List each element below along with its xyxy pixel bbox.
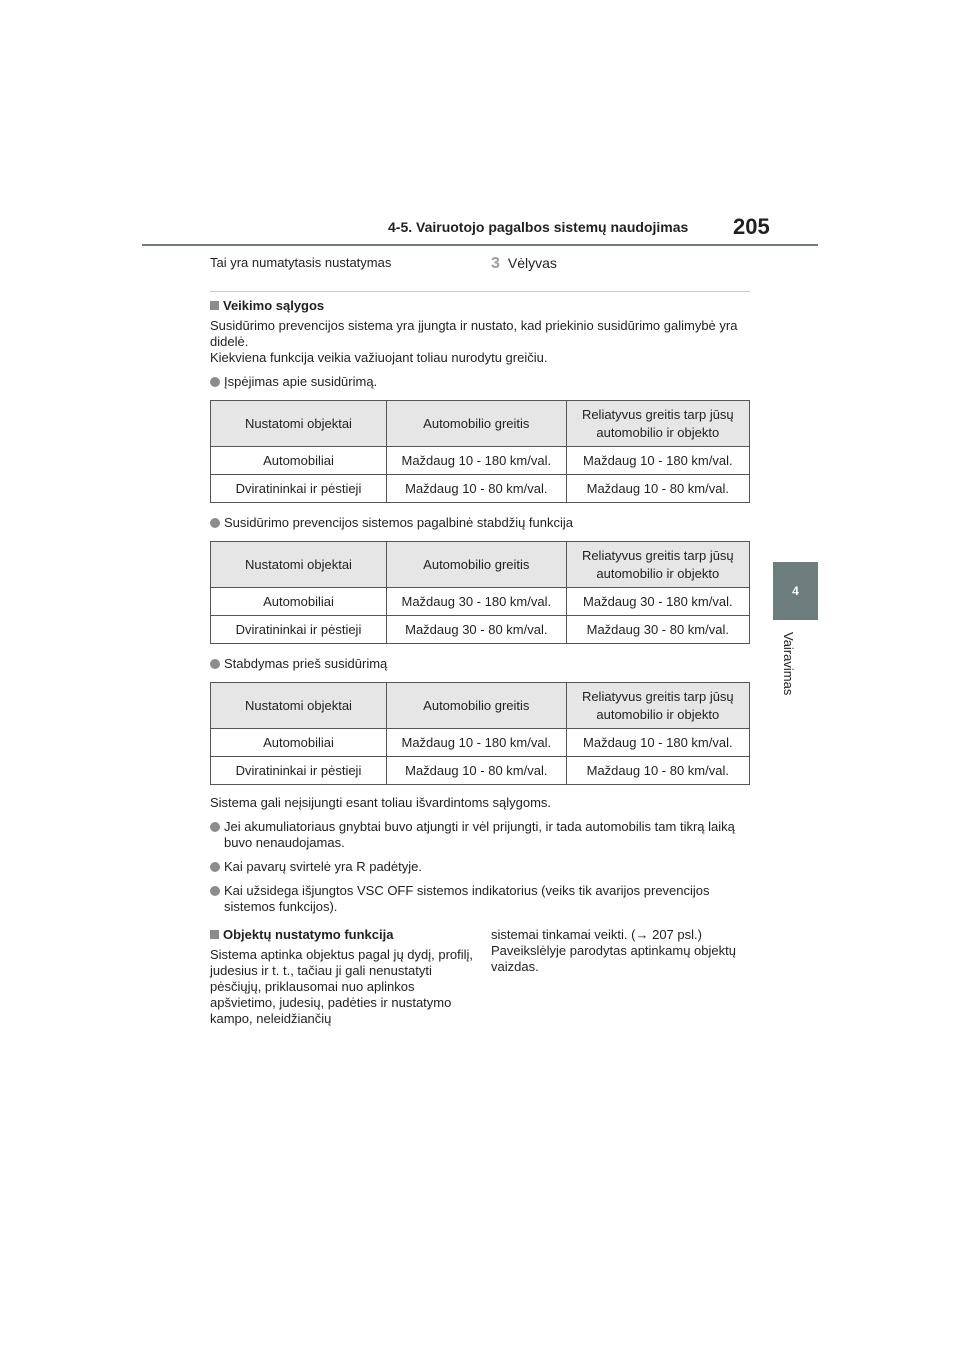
table-row: Automobiliai Maždaug 30 - 180 km/val. Maždaug 30 - 180 km/val.: [211, 588, 750, 616]
condition-item: Kai užsidega išjungtos VSC OFF sistemos indikatorius (veiks tik avarijos prevencijos sistemos funkcijos).: [210, 883, 750, 915]
table-header: Automobilio greitis: [386, 683, 566, 729]
circle-bullet-icon: [210, 377, 220, 387]
square-bullet-icon: [210, 930, 219, 939]
header-rule: [142, 244, 818, 246]
table-row: Dviratininkai ir pėstieji Maždaug 10 - 80 km/val. Maždaug 10 - 80 km/val.: [211, 475, 750, 503]
table-header: Reliatyvus greitis tarp jūsų automobilio ir objekto: [566, 401, 749, 447]
bullet-pre-collision-braking: Stabdymas prieš susidūrimą: [210, 656, 750, 672]
speed-table-pre-collision: [210, 682, 750, 785]
condition-item: Kai pavarų svirtelė yra R padėtyje.: [210, 859, 750, 875]
table-row: Automobiliai Maždaug 10 - 180 km/val. Maždaug 10 - 180 km/val.: [211, 729, 750, 757]
circle-bullet-icon: [210, 659, 220, 669]
section-title: 4-5. Vairuotojo pagalbos sistemų naudojimas: [388, 219, 689, 235]
circle-bullet-icon: [210, 822, 220, 832]
circle-bullet-icon: [210, 862, 220, 872]
table-row: Automobiliai Maždaug 10 - 180 km/val. Maždaug 10 - 180 km/val.: [211, 447, 750, 475]
table-header: Reliatyvus greitis tarp jūsų automobilio ir objekto: [566, 683, 749, 729]
detection-section: [210, 927, 750, 1037]
table-row: Dviratininkai ir pėstieji Maždaug 30 - 80 km/val. Maždaug 30 - 80 km/val.: [211, 616, 750, 644]
conditions-intro: Susidūrimo prevencijos sistema yra įjungta ir nustato, kad priekinio susidūrimo galimybė yra didelė.: [210, 318, 738, 349]
table-header: Automobilio greitis: [386, 542, 566, 588]
square-bullet-icon: [210, 301, 219, 310]
detection-left-column: [210, 927, 475, 1027]
table-header: Nustatomi objektai: [211, 401, 387, 447]
conditions-intro-2: Kiekviena funkcija veikia važiuojant toliau nurodytu greičiu.: [210, 350, 548, 365]
condition-item: Jei akumuliatoriaus gnybtai buvo atjungti ir vėl prijungti, ir tada automobilis tam tikrą laiką buvo nenaudojamas.: [210, 819, 750, 851]
circle-bullet-icon: [210, 886, 220, 896]
default-setting-note: Tai yra numatytasis nustatymas: [210, 255, 392, 270]
speed-table-brake-assist: [210, 541, 750, 644]
circle-bullet-icon: [210, 518, 220, 528]
page-content: [210, 255, 750, 1037]
divider: [210, 291, 750, 292]
may-not-engage-text: Sistema gali neįsijungti esant toliau išvardintoms sąlygoms.: [210, 795, 552, 810]
chapter-label: Vairavimas: [781, 632, 796, 696]
table-row: Dviratininkai ir pėstieji Maždaug 10 - 80 km/val. Maždaug 10 - 80 km/val.: [211, 757, 750, 785]
conditions-heading: Veikimo sąlygos: [210, 298, 750, 314]
table-header: Nustatomi objektai: [211, 683, 387, 729]
speed-table-warning: [210, 400, 750, 503]
default-setting-value: 3 Vėlyvas: [491, 255, 557, 272]
detection-right-column: [491, 927, 750, 975]
table-header: Nustatomi objektai: [211, 542, 387, 588]
detection-text-left: Sistema aptinka objektus pagal jų dydį, profilį, judesius ir t. t., tačiau ji gali nenustatyti pėsčiųjų, priklausomai nuo aplinkos apšvietimo, judesių, padėties ir nustatymo kampo, neleidžiančių: [210, 947, 474, 1026]
bullet-warning: Įspėjimas apie susidūrimą.: [210, 374, 750, 390]
bullet-brake-assist: Susidūrimo prevencijos sistemos pagalbinė stabdžių funkcija: [210, 515, 750, 531]
detection-text-right: sistemai tinkamai veikti. (→ 207 psl.) Paveikslėlyje parodytas aptinkamų objektų vaizdas.: [491, 927, 736, 974]
page-number: 205: [733, 214, 770, 239]
default-setting-row: [210, 255, 750, 275]
chapter-tab: 4: [773, 562, 818, 620]
table-header: Reliatyvus greitis tarp jūsų automobilio ir objekto: [566, 542, 749, 588]
table-header: Automobilio greitis: [386, 401, 566, 447]
detection-heading: Objektų nustatymo funkcija: [210, 927, 475, 943]
